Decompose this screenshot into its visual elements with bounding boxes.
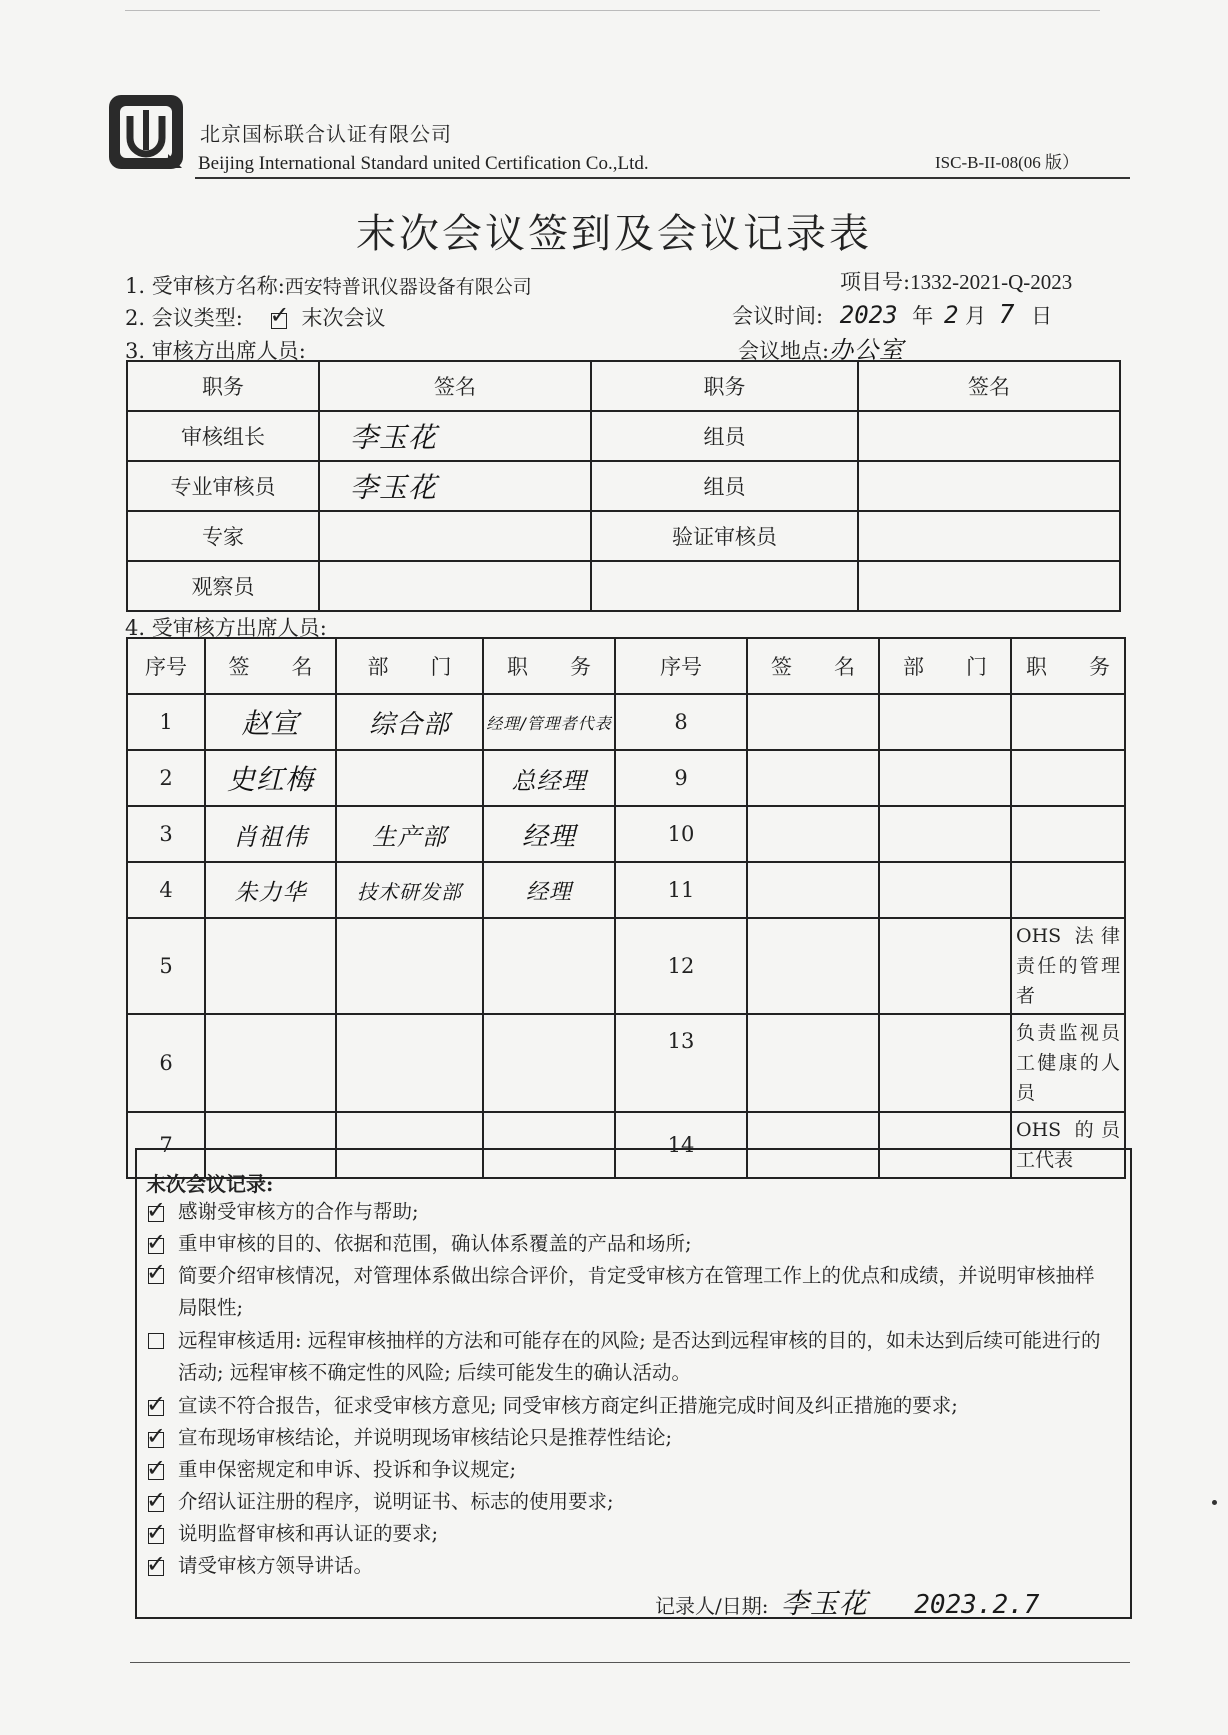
table-row (127, 750, 1125, 806)
record-item (146, 1550, 1116, 1582)
check-mark-icon: ✓ (146, 1453, 167, 1482)
signature-cell: 史红梅 (205, 750, 336, 806)
dept-cell (336, 918, 483, 1014)
header-cell: 职务 (591, 361, 858, 411)
check-mark-icon: ✓ (146, 1195, 167, 1224)
seq-cell: 3 (127, 806, 205, 862)
record-checkbox[interactable] (146, 1421, 168, 1450)
check-mark-icon: ✓ (146, 1258, 167, 1286)
table-row (127, 1014, 1125, 1112)
meeting-record-title: 末次会议记录: (146, 1172, 274, 1196)
seq-cell: 7 (127, 1112, 205, 1178)
signature-cell (205, 918, 336, 1014)
day-unit: 日 (1031, 304, 1053, 328)
role-cell: 经理 (483, 862, 615, 918)
recorder-signature: 李玉花 (780, 1587, 868, 1620)
dept-cell (879, 694, 1011, 750)
seq-cell: 9 (615, 750, 747, 806)
seq-cell: 1 (127, 694, 205, 750)
record-item (146, 1260, 1116, 1324)
form-code: ISC-B-II-08(06 版） (935, 153, 1080, 172)
signature-cell: 肖祖伟 (205, 806, 336, 862)
record-item-text: 远程审核适用: 远程审核抽样的方法和可能存在的风险; 是否达到远程审核的目的，如未达到后续可能进行的活动; 远程审核不确定性的风险; 后续可能发生的确认活动。 (178, 1329, 1101, 1384)
meeting-place-value: 办公室 (829, 336, 905, 364)
record-item-text: 介绍认证注册的程序，说明证书、标志的使用要求; (178, 1490, 614, 1513)
project-number: 1332-2021-Q-2023 (910, 270, 1073, 294)
check-mark-icon: ✓ (146, 1549, 167, 1578)
role-cell: 审核组长 (127, 411, 319, 461)
signature-cell (747, 918, 879, 1014)
role-cell (1011, 806, 1125, 862)
record-item (146, 1325, 1116, 1389)
role-cell: OHS 的员工代表 (1011, 1112, 1125, 1178)
meeting-type-label: 2. 会议类型: (125, 306, 243, 330)
record-checkbox[interactable] (146, 1258, 168, 1286)
signature-cell: 朱力华 (205, 862, 336, 918)
auditor-attendees-label: 3. 审核方出席人员: (125, 339, 306, 363)
dept-cell (879, 918, 1011, 1014)
role-cell: 观察员 (127, 561, 319, 611)
record-checkbox[interactable] (146, 1485, 168, 1514)
signature-cell (205, 1014, 336, 1112)
signature-cell (747, 750, 879, 806)
signature-cell (858, 511, 1120, 561)
auditee-attendees-label: 4. 受审核方出席人员: (125, 616, 327, 640)
meeting-type-value: 末次会议 (301, 306, 386, 330)
record-checkbox[interactable] (146, 1195, 168, 1224)
signature-cell: 赵宣 (205, 694, 336, 750)
auditee-label: 1. 受审核方名称: (125, 274, 285, 298)
check-mark-icon: ✓ (146, 1227, 167, 1256)
company-name-cn: 北京国标联合认证有限公司 (200, 122, 452, 146)
header-cell: 职 务 (483, 638, 615, 694)
record-item-text: 说明监督审核和再认证的要求; (178, 1522, 439, 1545)
auditee-name: 西安特普讯仪器设备有限公司 (284, 276, 532, 298)
role-cell: 验证审核员 (591, 511, 858, 561)
role-cell: 经理/管理者代表 (483, 694, 615, 750)
auditor-table (126, 360, 1121, 612)
signature-cell (319, 561, 591, 611)
dept-cell (879, 806, 1011, 862)
table-row (127, 918, 1125, 1014)
role-cell: 总经理 (483, 750, 615, 806)
dept-cell: 综合部 (336, 694, 483, 750)
bottom-rule (130, 1662, 1130, 1663)
scan-speck (1212, 1500, 1217, 1505)
month-unit: 月 (965, 304, 987, 328)
check-mark-icon: ✓ (146, 1485, 167, 1514)
header-cell: 职 务 (1011, 638, 1125, 694)
project-label: 项目号: (840, 270, 911, 294)
record-item (146, 1422, 1116, 1454)
role-cell (1011, 750, 1125, 806)
dept-cell (879, 862, 1011, 918)
role-cell: 经理 (483, 806, 615, 862)
header-cell: 部 门 (879, 638, 1011, 694)
seq-cell: 11 (615, 862, 747, 918)
meeting-place-label: 会议地点: (738, 339, 830, 363)
record-item (146, 1228, 1116, 1260)
role-cell: 组员 (591, 461, 858, 511)
dept-cell (879, 750, 1011, 806)
year-unit: 年 (912, 304, 934, 328)
record-checkbox[interactable] (146, 1227, 168, 1256)
recorder-line (655, 1582, 1039, 1622)
record-date: 2023.2.7 (914, 1590, 1040, 1620)
project-line (840, 266, 1072, 296)
header-cell: 签名 (858, 361, 1120, 411)
dept-cell (879, 1014, 1011, 1112)
signature-cell (747, 1014, 879, 1112)
role-cell (1011, 694, 1125, 750)
table-row (127, 461, 1120, 511)
record-checkbox[interactable] (146, 1453, 168, 1482)
signature-cell (747, 806, 879, 862)
header-cell: 序号 (615, 638, 747, 694)
seq-cell: 12 (615, 918, 747, 1014)
dept-cell (336, 750, 483, 806)
record-item (146, 1454, 1116, 1486)
recorder-label: 记录人/日期: (655, 1594, 769, 1618)
seq-cell: 4 (127, 862, 205, 918)
signature-cell (858, 411, 1120, 461)
signature-cell (747, 862, 879, 918)
header-rule (195, 177, 1130, 179)
signature-cell (747, 694, 879, 750)
signature-cell (319, 511, 591, 561)
record-item-text: 重申审核的目的、依据和范围，确认体系覆盖的产品和场所; (178, 1232, 692, 1255)
record-item-text: 宣读不符合报告，征求受审核方意见; 同受审核方商定纠正措施完成时间及纠正措施的要求; (178, 1394, 958, 1417)
seq-cell: 14 (615, 1112, 747, 1178)
header-cell: 职务 (127, 361, 319, 411)
record-checkbox[interactable] (146, 1389, 168, 1418)
role-cell: 负责监视员工健康的人员 (1011, 1014, 1125, 1112)
meeting-month: 2 (943, 301, 959, 329)
signature-cell (858, 461, 1120, 511)
seq-cell: 5 (127, 918, 205, 1014)
header-cell: 部 门 (336, 638, 483, 694)
auditee-table (126, 637, 1126, 1179)
role-cell (483, 1014, 615, 1112)
check-mark-icon: ✓ (146, 1517, 167, 1546)
seq-cell: 2 (127, 750, 205, 806)
company-logo (106, 92, 186, 172)
meeting-time-label: 会议时间: (732, 304, 824, 328)
role-cell (1011, 862, 1125, 918)
dept-cell: 生产部 (336, 806, 483, 862)
seq-cell: 6 (127, 1014, 205, 1112)
header-cell: 签 名 (747, 638, 879, 694)
meeting-time-line (732, 300, 1052, 330)
record-item (146, 1390, 1116, 1422)
record-item-text: 请受审核方领导讲话。 (178, 1554, 374, 1577)
dept-cell (336, 1014, 483, 1112)
table-row (127, 862, 1125, 918)
table-row (127, 561, 1120, 611)
record-item-text: 简要介绍审核情况，对管理体系做出综合评价，肯定受审核方在管理工作上的优点和成绩，并说明审核抽样局限性; (178, 1264, 1095, 1319)
table-row (127, 511, 1120, 561)
table-row (127, 694, 1125, 750)
record-checkbox[interactable] (146, 1331, 168, 1349)
seq-cell: 13 (615, 1014, 747, 1112)
meeting-type-line (125, 302, 385, 332)
check-mark-icon: ✓ (269, 300, 290, 329)
role-cell (591, 561, 858, 611)
record-item-text: 宣布现场审核结论，并说明现场审核结论只是推荐性结论; (178, 1426, 673, 1449)
record-item (146, 1196, 1116, 1228)
meeting-type-checkbox (269, 300, 301, 330)
signature-cell: 李玉花 (319, 461, 591, 511)
auditee-name-line (125, 270, 532, 300)
record-item (146, 1486, 1116, 1518)
table-row (127, 411, 1120, 461)
auditor-table-header (127, 361, 1120, 411)
top-rule (125, 10, 1100, 11)
dept-cell: 技术研发部 (336, 862, 483, 918)
role-cell: 组员 (591, 411, 858, 461)
signature-cell: 李玉花 (319, 411, 591, 461)
document-title: 末次会议签到及会议记录表 (356, 211, 872, 257)
record-checkbox[interactable] (146, 1517, 168, 1546)
seq-cell: 8 (615, 694, 747, 750)
header-cell: 签名 (319, 361, 591, 411)
check-mark-icon: ✓ (146, 1421, 167, 1450)
role-cell: OHS 法律责任的管理者 (1011, 918, 1125, 1014)
seq-cell: 10 (615, 806, 747, 862)
role-cell: 专家 (127, 511, 319, 561)
meeting-year: 2023 (839, 301, 898, 329)
record-item (146, 1518, 1116, 1550)
table-row (127, 806, 1125, 862)
auditee-table-header (127, 638, 1125, 694)
header-cell: 序号 (127, 638, 205, 694)
signature-cell (858, 561, 1120, 611)
header-cell: 签 名 (205, 638, 336, 694)
company-name-en: Beijing International Standard united Certification Co.,Ltd. (198, 153, 649, 174)
record-item-text: 感谢受审核方的合作与帮助; (178, 1200, 419, 1223)
role-cell (483, 918, 615, 1014)
record-checkbox[interactable] (146, 1549, 168, 1578)
check-mark-icon: ✓ (146, 1389, 167, 1418)
meeting-day: 7 (998, 300, 1015, 330)
role-cell: 专业审核员 (127, 461, 319, 511)
record-item-text: 重申保密规定和申诉、投诉和争议规定; (178, 1458, 517, 1481)
